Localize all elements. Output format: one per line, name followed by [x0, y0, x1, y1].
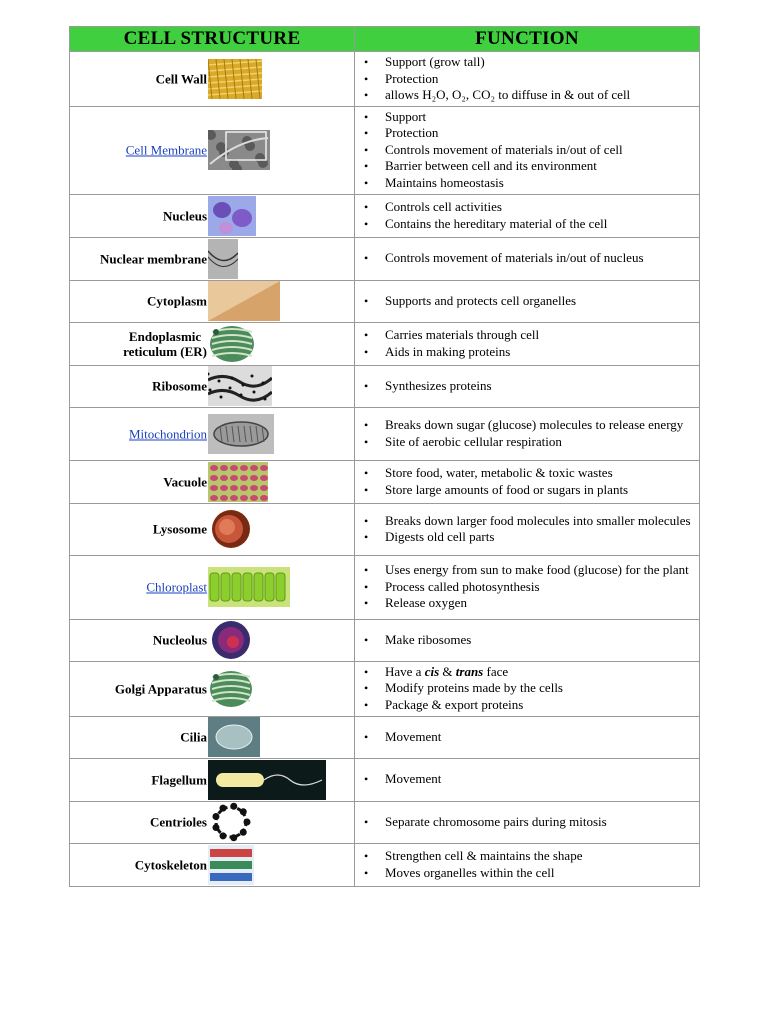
- structure-name: Nucleus: [162, 208, 207, 223]
- table-row: [70, 661, 700, 716]
- table-row: [70, 322, 700, 365]
- vacuole-image: [208, 462, 268, 502]
- table-row: [70, 619, 700, 661]
- function-list-item: • Carries materials through cell: [385, 327, 695, 344]
- chloroplast-image: [208, 567, 290, 607]
- function-list-item: • Controls movement of materials in/out of cell: [385, 142, 695, 159]
- function-list-item: • Make ribosomes: [385, 632, 695, 649]
- function-cell: [355, 52, 700, 107]
- function-list-item: • Store large amounts of food or sugars in plants: [385, 482, 695, 499]
- cytoskeleton-image: [208, 845, 254, 885]
- table-row: [70, 407, 700, 460]
- function-list-item: • Separate chromosome pairs during mitosis: [385, 814, 695, 831]
- function-list: [355, 630, 699, 651]
- function-cell: [355, 237, 700, 280]
- function-list-item: • Support (grow tall): [385, 54, 695, 71]
- structure-cell: [70, 460, 355, 503]
- table-row: [70, 52, 700, 107]
- structure-name: Cilia: [180, 729, 207, 745]
- structure-name: Ribosome: [152, 378, 207, 394]
- function-cell: [355, 619, 700, 661]
- structure-cell: [70, 237, 355, 280]
- structure-cell: [70, 716, 355, 758]
- function-list-item: • Modify proteins made by the cells: [385, 680, 695, 697]
- table-row: [70, 460, 700, 503]
- structure-cell: [70, 801, 355, 843]
- ribosome-image: [208, 366, 272, 406]
- function-list-item: • Breaks down sugar (glucose) molecules to release energy: [385, 417, 695, 434]
- cell-wall-image: [208, 59, 262, 99]
- function-list: [355, 197, 699, 234]
- function-list-item: • Moves organelles within the cell: [385, 865, 695, 882]
- function-list-item: • Strengthen cell & maintains the shape: [385, 848, 695, 865]
- function-cell: [355, 194, 700, 237]
- cell-structure-table-wrapper: [69, 26, 699, 887]
- structure-name: Golgi Apparatus: [114, 681, 207, 696]
- function-cell: [355, 106, 700, 194]
- structure-name: Flagellum: [151, 772, 207, 787]
- nucleus-image: [208, 196, 256, 236]
- function-list-item: • Movement: [385, 729, 695, 746]
- structure-name: Cytoplasm: [147, 293, 207, 309]
- function-list-item: • Release oxygen: [385, 595, 695, 612]
- function-list-item: • Aids in making proteins: [385, 344, 695, 361]
- function-list-item: • Uses energy from sun to make food (glucose) for the plant: [385, 562, 695, 579]
- structure-cell: [70, 661, 355, 716]
- cell-membrane-image: [208, 130, 270, 170]
- function-list-item: • Have a cis & trans face: [385, 664, 695, 681]
- function-list-item: • Breaks down larger food molecules into smaller molecules: [385, 513, 695, 530]
- function-list-item: • Barrier between cell and its environment: [385, 158, 695, 175]
- function-cell: [355, 322, 700, 365]
- function-list: [355, 511, 699, 548]
- function-list-item: • Protection: [385, 71, 695, 88]
- structure-cell: [70, 619, 355, 661]
- structure-cell: [70, 322, 355, 365]
- structure-cell: [70, 194, 355, 237]
- function-cell: [355, 555, 700, 619]
- table-row: [70, 365, 700, 407]
- structure-name: Cytoskeleton: [134, 857, 207, 872]
- function-list-item: • Support: [385, 109, 695, 126]
- structure-name: Nuclear membrane: [100, 251, 207, 266]
- function-list: [355, 107, 699, 194]
- function-list-item: • Store food, water, metabolic & toxic wastes: [385, 465, 695, 482]
- structure-cell: [70, 758, 355, 801]
- function-list-item: • Site of aerobic cellular respiration: [385, 434, 695, 451]
- table-row: [70, 555, 700, 619]
- header-cell-structure: CELL STRUCTURE: [70, 27, 355, 52]
- function-list: [355, 415, 699, 452]
- table-header-row: [70, 27, 700, 52]
- function-cell: [355, 280, 700, 322]
- structure-cell: [70, 503, 355, 555]
- function-list: [355, 291, 699, 312]
- function-list: [355, 560, 699, 614]
- function-list-item: • Movement: [385, 771, 695, 788]
- centrioles-image: [208, 802, 254, 842]
- mitochondrion-image: [208, 414, 274, 454]
- function-list-item: • Synthesizes proteins: [385, 378, 695, 395]
- function-list-item: • Package & export proteins: [385, 697, 695, 714]
- structure-cell: [70, 365, 355, 407]
- header-function: FUNCTION: [355, 27, 700, 52]
- function-list-item: • allows H₂O, O₂, CO₂ to diffuse in & out of cell: [385, 87, 695, 104]
- nuclear-membrane-image: [208, 239, 238, 279]
- function-cell: [355, 758, 700, 801]
- function-cell: [355, 843, 700, 886]
- function-list: [355, 463, 699, 500]
- nucleolus-image: [208, 620, 254, 660]
- table-row: [70, 280, 700, 322]
- function-list: [355, 769, 699, 790]
- table-row: [70, 237, 700, 280]
- table-row: [70, 716, 700, 758]
- structure-cell: [70, 52, 355, 107]
- structure-name-link[interactable]: Mitochondrion: [129, 426, 207, 441]
- structure-name: Cell Wall: [155, 71, 207, 87]
- endoplasmic-reticulum-image: [208, 324, 256, 364]
- function-list: [355, 662, 699, 716]
- structure-cell: [70, 843, 355, 886]
- structure-name-link[interactable]: Cell Membrane: [125, 142, 207, 158]
- table-row: [70, 843, 700, 886]
- table-row: [70, 106, 700, 194]
- function-cell: [355, 407, 700, 460]
- cytoplasm-image: [208, 281, 280, 321]
- table-body: [70, 52, 700, 887]
- table-row: [70, 503, 700, 555]
- function-list-item: • Digests old cell parts: [385, 529, 695, 546]
- structure-name: Lysosome: [152, 521, 207, 537]
- function-list-item: • Protection: [385, 125, 695, 142]
- function-cell: [355, 661, 700, 716]
- structure-cell: [70, 106, 355, 194]
- function-list-item: • Process called photosynthesis: [385, 579, 695, 596]
- function-cell: [355, 801, 700, 843]
- cilia-image: [208, 717, 260, 757]
- function-list-item: • Controls cell activities: [385, 199, 695, 216]
- function-list-item: • Maintains homeostasis: [385, 175, 695, 192]
- function-list: [355, 376, 699, 397]
- flagellum-image: [208, 760, 326, 800]
- function-cell: [355, 716, 700, 758]
- function-list-item: • Controls movement of materials in/out of nucleus: [385, 250, 695, 267]
- function-list-item: • Contains the hereditary material of the cell: [385, 216, 695, 233]
- table-row: [70, 758, 700, 801]
- table-row: [70, 801, 700, 843]
- function-list-item: • Supports and protects cell organelles: [385, 293, 695, 310]
- function-list: [355, 52, 699, 106]
- cell-structure-table: [69, 26, 700, 887]
- structure-name-link[interactable]: Chloroplast: [146, 579, 207, 595]
- function-list: [355, 325, 699, 362]
- structure-cell: [70, 407, 355, 460]
- function-list: [355, 846, 699, 883]
- function-list: [355, 248, 699, 269]
- structure-cell: [70, 280, 355, 322]
- structure-name: Centrioles: [149, 814, 207, 830]
- table-row: [70, 194, 700, 237]
- function-list: [355, 812, 699, 833]
- structure-name: Endoplasmic reticulum (ER): [123, 328, 207, 359]
- function-cell: [355, 460, 700, 503]
- function-list: [355, 727, 699, 748]
- function-cell: [355, 503, 700, 555]
- structure-name: Nucleolus: [152, 632, 207, 648]
- structure-name: Vacuole: [163, 474, 207, 489]
- structure-cell: [70, 555, 355, 619]
- golgi-apparatus-image: [208, 669, 254, 709]
- function-cell: [355, 365, 700, 407]
- lysosome-image: [208, 509, 254, 549]
